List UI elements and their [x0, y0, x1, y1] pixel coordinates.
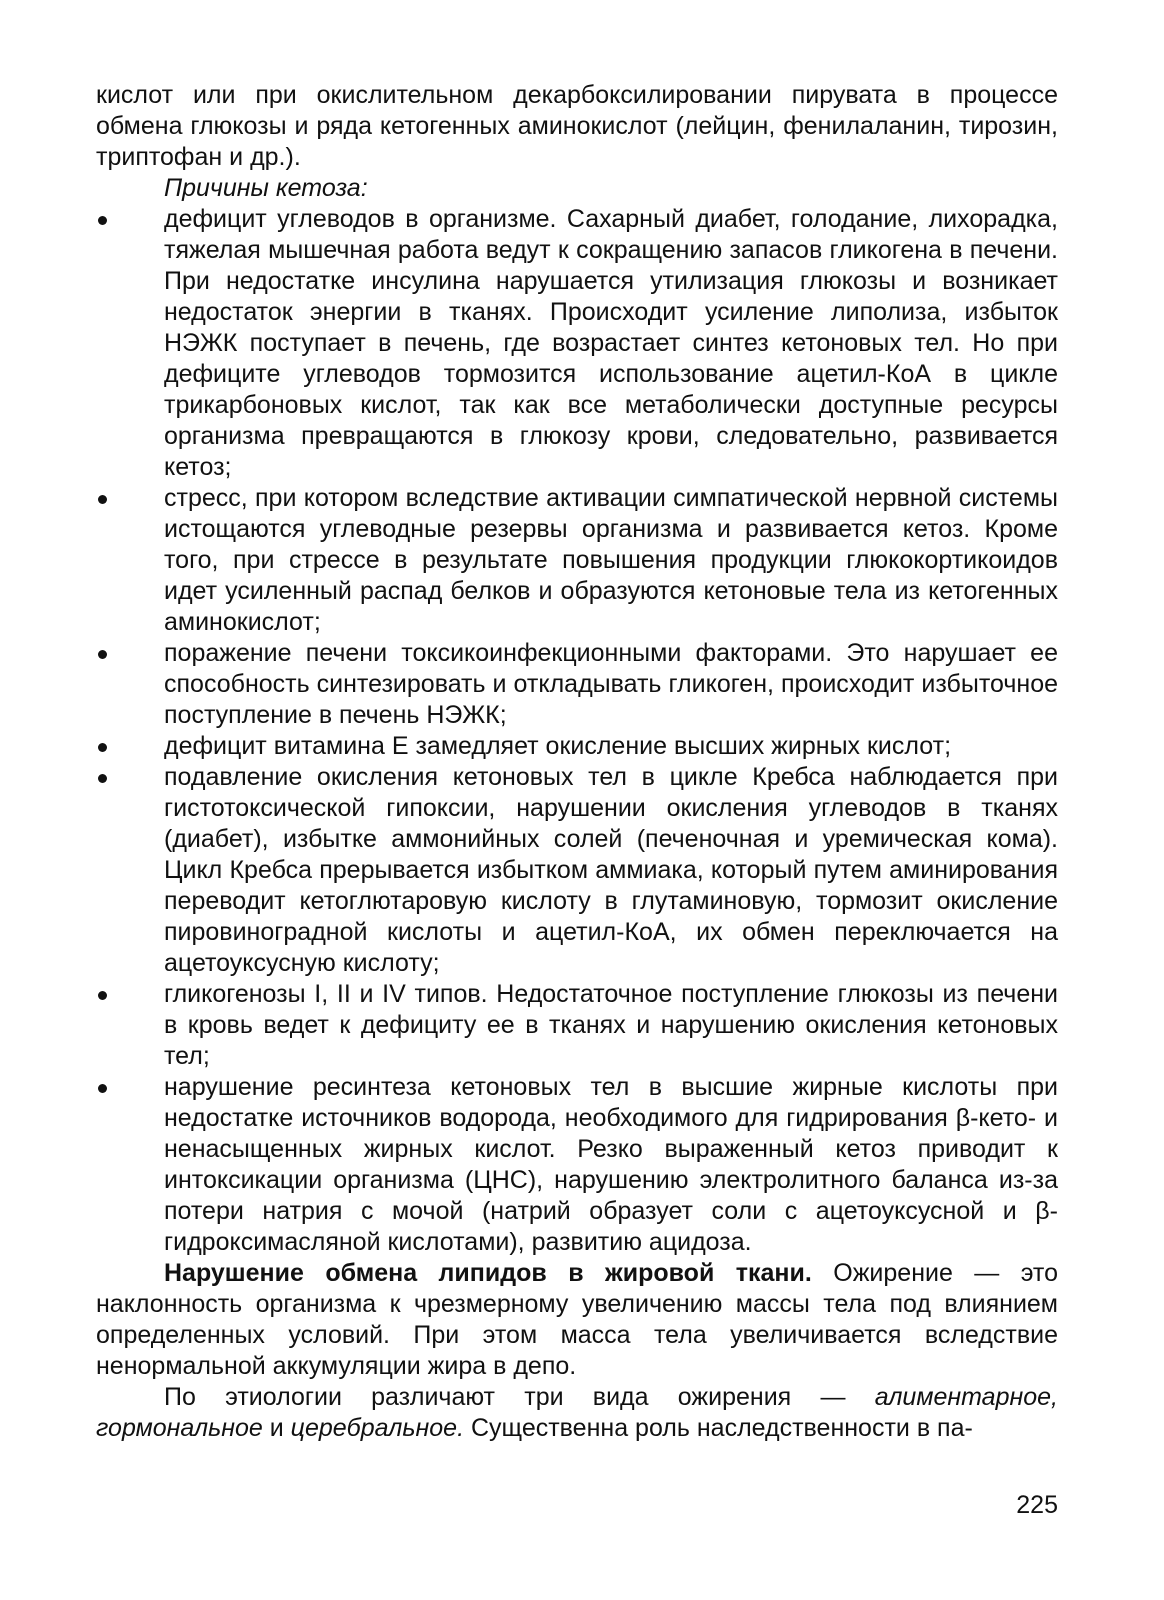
causes-heading: Причины кетоза: — [164, 174, 368, 202]
bullet-icon — [98, 495, 107, 504]
list-item — [96, 979, 1058, 1072]
intro-paragraph: кислот или при окислительном декарбоксилировании пирувата в процессе обмена глюкозы и ряда кетогенных аминокислот (лейцин, фенилаланин, тирозин, триптофан и др.). — [96, 81, 1058, 171]
page-number: 225 — [1016, 1491, 1058, 1519]
etiology-types: алиментарное, гормональное — [96, 1383, 1058, 1442]
bullet-icon — [98, 743, 107, 752]
bullet-icon — [98, 991, 107, 1000]
list-item-text: подавление окисления кетоновых тел в цикле Кребса наблюдается при гистотоксической гипоксии, нарушении окисления углеводов в тканях (диабет), избытке аммонийных солей (печеночная и уремическая кома). Цикл Кребса прерывается избытком аммиака, который путем аминирования переводит кетоглютаровую кислоту в глутаминовую, тормозит окисление пировиноградной кислоты и ацетил-КоА, их обмен переключается на ацетоуксусную кислоту; — [164, 763, 1058, 977]
etiology-lead: По этиологии различают три вида ожирения — — [164, 1383, 875, 1411]
list-item-text: нарушение ресинтеза кетоновых тел в высшие жирные кислоты при недостатке источников водорода, необходимого для гидрирования β-кето- и ненасыщенных жирных кислот. Резко выраженный кетоз приводит к интоксикации организма (ЦНС), нарушению электролитного баланса из-за потери натрия с мочой (натрий образует соли с ацетоуксусной и β-гидроксимасляной кислотами), развитию ацидоза. — [164, 1073, 1058, 1256]
list-item — [96, 1072, 1058, 1258]
etiology-and: и — [262, 1414, 291, 1442]
page-body — [96, 80, 1058, 1444]
bullet-icon — [98, 1084, 107, 1093]
bullet-icon — [98, 774, 107, 783]
list-item — [96, 762, 1058, 979]
list-item-text: гликогенозы I, II и IV типов. Недостаточное поступление глюкозы из печени в кровь ведет к дефициту ее в тканях и нарушению окисления кетоновых тел; — [164, 980, 1058, 1070]
obesity-text: Ожирение — это наклонность организма к чрезмерному увеличению массы тела под влиянием определенных условий. При этом масса тела увеличивается вследствие ненормальной аккумуляции жира в депо. — [96, 1259, 1059, 1380]
obesity-heading: Нарушение обмена липидов в жировой ткани. — [164, 1259, 812, 1287]
list-item — [96, 731, 1058, 762]
list-item-text: поражение печени токсикоинфекционными факторами. Это нарушает ее способность синтезировать и откладывать гликоген, происходит избыточное поступление в печень НЭЖК; — [164, 639, 1058, 729]
list-item-text: дефицит углеводов в организме. Сахарный диабет, голодание, лихорадка, тяжелая мышечная работа ведут к сокращению запасов гликогена в печени. При недостатке инсулина нарушается утилизация глюкозы и возникает недостаток энергии в тканях. Происходит усиление липолиза, избыток НЭЖК поступает в печень, где возрастает синтез кетоновых тел. Но при дефиците углеводов тормозится использование ацетил-КоА в цикле трикарбоновых кислот, так как все метаболически доступные ресурсы организма превращаются в глюкозу крови, следовательно, развивается кетоз; — [164, 205, 1058, 481]
ketosis-causes-list — [96, 204, 1058, 1258]
bullet-icon — [98, 650, 107, 659]
list-item-text: стресс, при котором вследствие активации симпатической нервной системы истощаются углеводные резервы организма и развивается кетоз. Кроме того, при стрессе в результате повышения продукции глюкокортикоидов идет усиленный распад белков и образуются кетоновые тела из кетогенных аминокислот; — [164, 484, 1058, 636]
obesity-paragraph — [96, 1258, 1058, 1382]
list-item — [96, 204, 1058, 483]
etiology-tail: Существенна роль наследственности в па- — [464, 1414, 973, 1442]
list-item — [96, 638, 1058, 731]
list-item-text: дефицит витамина Е замедляет окисление высших жирных кислот; — [164, 732, 952, 760]
etiology-paragraph — [96, 1382, 1058, 1444]
etiology-cerebral: церебральное. — [290, 1414, 465, 1442]
list-item — [96, 483, 1058, 638]
bullet-icon — [98, 216, 107, 225]
